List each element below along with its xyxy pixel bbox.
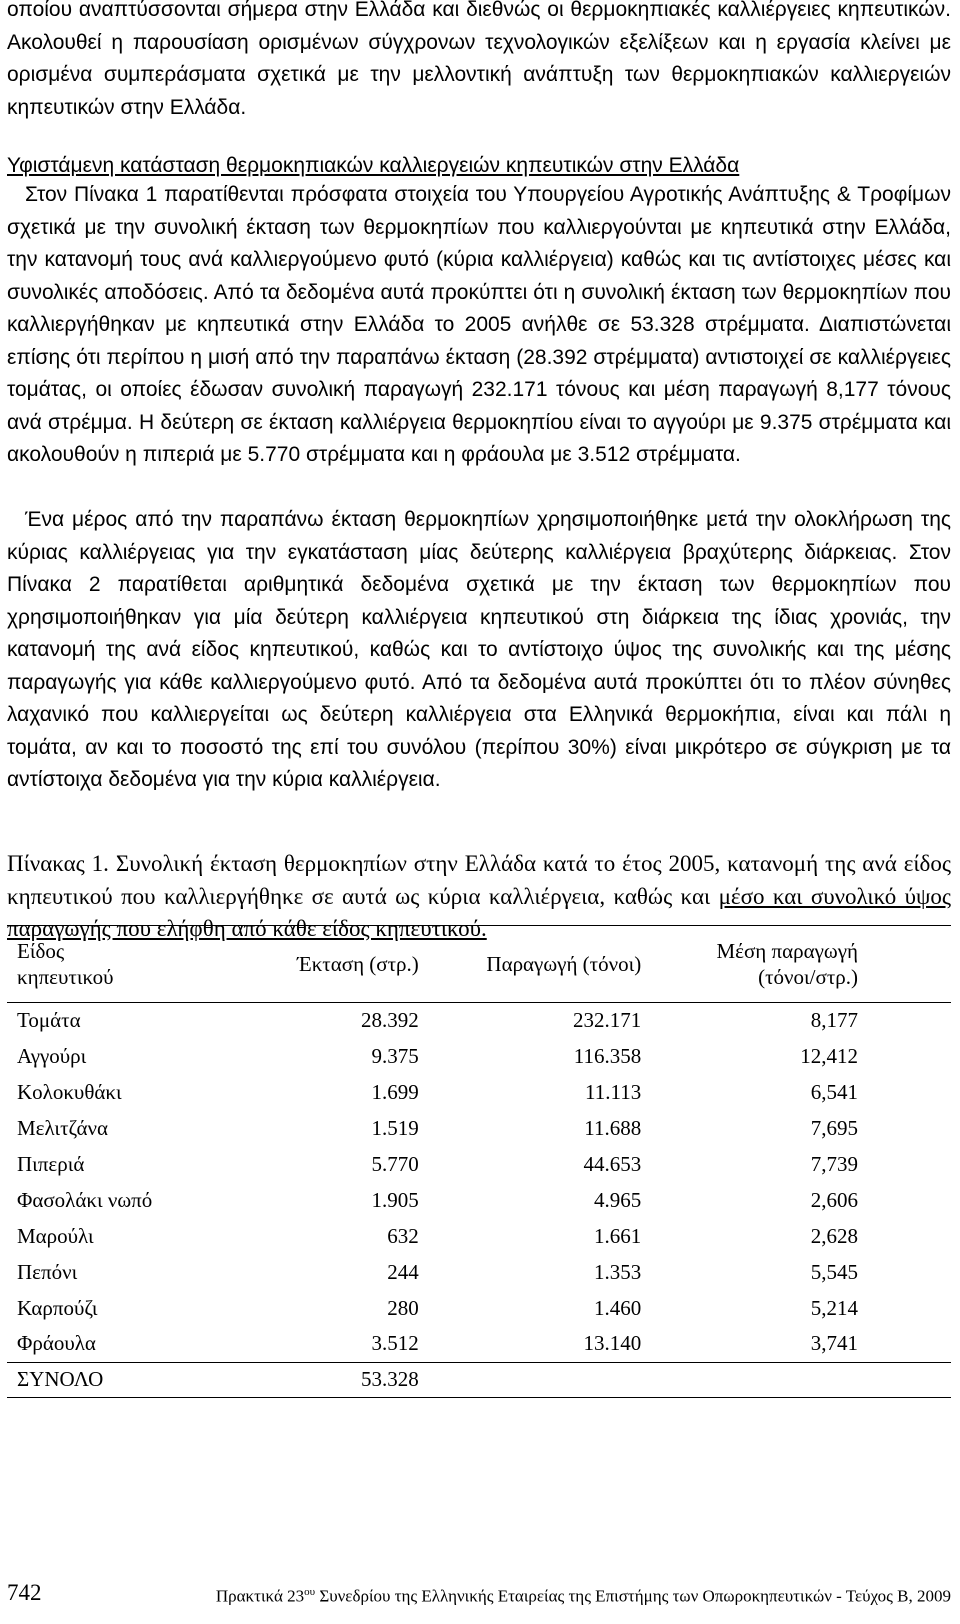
section-heading: Υφιστάμενη κατάσταση θερμοκηπιακών καλλιεργειών κηπευτικών στην Ελλάδα (7, 154, 740, 177)
cell-area: 1.519 (371, 1116, 419, 1141)
cell-production: 1.353 (594, 1259, 642, 1284)
footer-text-before: Πρακτικά 23 (215, 1586, 305, 1606)
cell-production: 1.460 (594, 1295, 642, 1320)
cell-yield: 2,606 (810, 1187, 858, 1212)
table-total-row (7, 1362, 951, 1397)
cell-production: 116.358 (573, 1044, 642, 1069)
cell-area: 244 (387, 1259, 419, 1284)
header-yield-line2: (τόνοι/στρ.) (758, 965, 858, 989)
cell-yield: 3,741 (810, 1331, 858, 1356)
caption-underlined-text: μέσο και συνολικό ύψος παραγωγής που ελήφθη από κάθε είδος κηπευτικού. (7, 883, 951, 941)
cell-production: 232.171 (573, 1008, 642, 1033)
intro-paragraph: οποίου αναπτύσσονται σήμερα στην Ελλάδα και διεθνώς οι θερμοκηπιακές καλλιέργειες κηπευτικών. Ακολουθεί η παρουσίαση ορισμένων σύγχρονων τεχνολογικών εξελίξεων και η εργασία κλείνει με ορισμένα συμπεράσματα σχετικά με την μελλοντική ανάπτυξη των θερμοκηπιακών καλλιεργειών κηπευτικών στην Ελλάδα. (7, 0, 951, 119)
cell-yield: 7,739 (810, 1152, 858, 1176)
cell-area: 5.770 (371, 1152, 419, 1176)
header-production: Παραγωγή (τόνοι) (486, 952, 642, 976)
table-row (7, 1039, 951, 1075)
cell-crop: Μαρούλι (17, 1223, 94, 1248)
caption-text: Πίνακας 1. Συνολική έκταση θερμοκηπίων στην Ελλάδα κατά το έτος 2005, κατανομή της ανά είδος κηπευτικού που καλλιεργήθηκε σε αυτά ως κύρια καλλιέργεια, καθώς και (7, 851, 951, 909)
header-yield-line1: Μέση παραγωγή (716, 939, 858, 963)
table-row (7, 1111, 951, 1147)
cell-yield: 8,177 (810, 1008, 858, 1033)
cell-area: 1.905 (371, 1187, 419, 1212)
table-header-row (7, 926, 951, 1003)
header-species (7, 926, 283, 1003)
page-number: 742 (7, 1580, 42, 1605)
cell-area: 3.512 (371, 1331, 419, 1356)
total-label: ΣΥΝΟΛΟ (17, 1367, 104, 1392)
table-row (7, 1326, 951, 1362)
cell-area: 28.392 (361, 1008, 419, 1033)
footer-citation (216, 1586, 951, 1607)
body-paragraph-1-text: Στον Πίνακα 1 παρατίθενται πρόσφατα στοιχεία του Υπουργείου Αγροτικής Ανάπτυξης & Τροφίμων σχετικά με την συνολική έκταση των θερμοκηπίων που καλλιεργούνται με κηπευτικά στην Ελλάδα, την κατανομή τους ανά καλλιεργούμενο φυτό (κύρια καλλιέργεια) καθώς και τις αντίστοιχες μέσες και συνολικές αποδόσεις. Από τα δεδομένα αυτά προκύπτει ότι η συνολική έκταση των θερμοκηπίων που καλλιεργήθηκαν με κηπευτικά στην Ελλάδα το 2005 ανήλθε σε 53.328 στρέμματα. Διαπιστώνεται επίσης ότι περίπου η μισή από την παραπάνω έκταση (28.392 στρέμματα) αντιστοιχεί σε καλλιέργειες τομάτας, οι οποίες έδωσαν συνολική παραγωγή 232.171 τόνους και μέση παραγωγή 8,177 τόνους ανά στρέμμα. Η δεύτερη σε έκταση καλλιέργεια θερμοκηπίου είναι το αγγούρι με 9.375 στρέμματα και ακολουθούν η πιπεριά με 5.770 στρέμματα και η φράουλα με 3.512 στρέμματα. (7, 183, 951, 466)
table-row (7, 1147, 951, 1183)
cell-production: 44.653 (583, 1152, 642, 1176)
header-area: Έκταση (στρ.) (297, 952, 419, 976)
cell-production: 11.113 (585, 1080, 642, 1105)
cell-crop: Μελιτζάνα (17, 1116, 108, 1141)
table-row (7, 1254, 951, 1290)
table-row (7, 1290, 951, 1326)
cell-crop: Φασολάκι νωπό (17, 1187, 153, 1212)
cell-crop: Πιπεριά (17, 1152, 85, 1176)
header-species-line2: κηπευτικού (17, 965, 114, 989)
cell-crop: Πεπόνι (17, 1259, 78, 1284)
cell-area: 632 (387, 1223, 419, 1248)
cell-production: 1.661 (594, 1223, 642, 1248)
cell-yield: 7,695 (810, 1116, 858, 1141)
body-paragraph-2 (7, 504, 951, 797)
cell-crop: Αγγούρι (17, 1044, 87, 1069)
table-row (7, 1218, 951, 1254)
cell-yield: 12,412 (800, 1044, 858, 1069)
total-yield (641, 1362, 951, 1397)
cell-production: 13.140 (583, 1331, 642, 1356)
header-yield (641, 926, 951, 1003)
body-paragraph-2-text: Ένα μέρος από την παραπάνω έκταση θερμοκηπίων χρησιμοποιήθηκε μετά την ολοκλήρωση της κύριας καλλιέργειας για την εγκατάσταση μίας δεύτερης καλλιέργεια βραχύτερης διάρκειας. Στον Πίνακα 2 παρατίθεται αριθμητικά δεδομένα σχετικά με την έκταση των θερμοκηπίων που χρησιμοποιήθηκαν για μία δεύτερη καλλιέργεια κηπευτικού στη διάρκεια της ίδιας χρονιάς, την κατανομή της ανά είδος κηπευτικού, καθώς και το αντίστοιχο ύψος της συνολικής και της μέσης παραγωγής για κάθε καλλιεργούμενο φυτό. Από τα δεδομένα αυτά προκύπτει ότι το πλέον σύνηθες λαχανικό που καλλιεργείται ως δεύτερη καλλιέργεια στα Ελληνικά θερμοκήπια, είναι και πάλι η τομάτα, αν και το ποσοστό της επί του συνόλου (περίπου 30%) είναι μικρότερο σε σύγκριση με τα αντίστοιχα δεδομένα για την κύρια καλλιέργεια. (7, 508, 951, 791)
total-production (419, 1362, 641, 1397)
crop-table (7, 925, 951, 1398)
cell-yield: 5,214 (810, 1295, 858, 1320)
page-footer (7, 1578, 951, 1610)
header-species-line1: Είδος (17, 939, 65, 963)
table-row (7, 1003, 951, 1039)
cell-production: 11.688 (584, 1116, 642, 1141)
body-paragraph-1 (7, 179, 951, 472)
footer-text-after: Συνεδρίου της Ελληνικής Εταιρείας της Επιστήμης των Οπωροκηπευτικών - Τεύχος Β, 2009 (315, 1586, 951, 1606)
cell-yield: 2,628 (810, 1223, 858, 1248)
table-row (7, 1075, 951, 1111)
cell-production: 4.965 (594, 1187, 642, 1212)
cell-area: 1.699 (371, 1080, 419, 1105)
total-area: 53.328 (361, 1367, 419, 1392)
cell-yield: 6,541 (810, 1080, 858, 1105)
cell-crop: Τομάτα (17, 1008, 81, 1033)
cell-yield: 5,545 (810, 1259, 858, 1284)
table-body (7, 1003, 951, 1398)
footer-superscript: ου (304, 1586, 316, 1598)
cell-crop: Φράουλα (17, 1331, 96, 1356)
cell-crop: Κολοκυθάκι (17, 1080, 122, 1105)
cell-crop: Καρπούζι (17, 1295, 98, 1320)
table-1 (7, 925, 951, 1398)
cell-area: 280 (387, 1295, 419, 1320)
table-row (7, 1182, 951, 1218)
cell-area: 9.375 (371, 1044, 419, 1069)
